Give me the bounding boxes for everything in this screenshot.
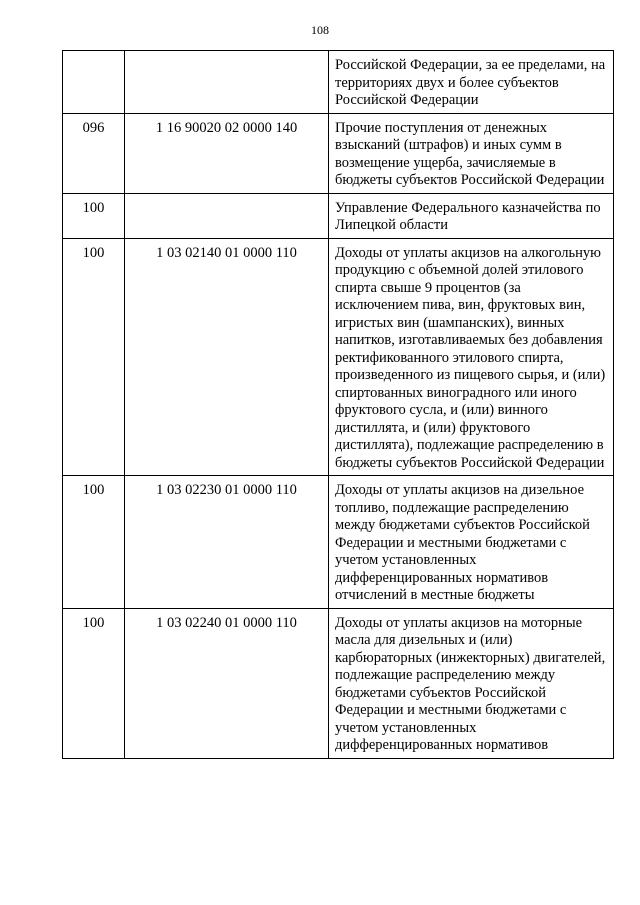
revenue-name-cell: Прочие поступления от денежных взысканий (штрафов) и иных сумм в возмещение ущерба, зачисляемые в бюджеты субъектов Российской Федерации	[329, 113, 614, 193]
admin-code-cell: 100	[63, 193, 125, 238]
kbk-code-cell	[125, 193, 329, 238]
kbk-code-cell: 1 03 02140 01 0000 110	[125, 238, 329, 476]
kbk-code-cell: 1 03 02240 01 0000 110	[125, 608, 329, 758]
table-row	[63, 238, 614, 476]
admin-code-cell: 100	[63, 476, 125, 609]
kbk-code-cell: 1 16 90020 02 0000 140	[125, 113, 329, 193]
table-row	[63, 113, 614, 193]
table-row	[63, 476, 614, 609]
admin-code-cell: 100	[63, 238, 125, 476]
admin-code-cell	[63, 51, 125, 114]
page-number: 108	[311, 23, 329, 37]
table-row	[63, 51, 614, 114]
budget-classification-table	[62, 50, 614, 759]
kbk-code-cell	[125, 51, 329, 114]
revenue-name-cell: Доходы от уплаты акцизов на алкогольную продукцию с объемной долей этилового спирта свыше 9 процентов (за исключением пива, вин, фруктовых вин, игристых вин (шампанских), винных напитков, изготавливаемых без добавления ректификованного этилового спирта, произведенного из пищевого сырья, и (или) спиртованных виноградного или иного фруктового сусла, и (или) винного дистиллята, и (или) фруктового дистиллята), подлежащие распределению в бюджеты субъектов Российской Федерации	[329, 238, 614, 476]
revenue-name-cell: Доходы от уплаты акцизов на моторные масла для дизельных и (или) карбюраторных (инжекторных) двигателей, подлежащие распределению между бюджетами субъектов Российской Федерации и местными бюджетами с учетом установленных дифференцированных нормативов	[329, 608, 614, 758]
table-row	[63, 608, 614, 758]
revenue-name-cell: Управление Федерального казначейства по Липецкой области	[329, 193, 614, 238]
table-row	[63, 193, 614, 238]
revenue-name-cell: Российской Федерации, за ее пределами, на территориях двух и более субъектов Российской Федерации	[329, 51, 614, 114]
kbk-code-cell: 1 03 02230 01 0000 110	[125, 476, 329, 609]
admin-code-cell: 100	[63, 608, 125, 758]
revenue-name-cell: Доходы от уплаты акцизов на дизельное топливо, подлежащие распределению между бюджетами субъектов Российской Федерации и местными бюджетами с учетом установленных дифференцированных нормативов отчислений в местные бюджеты	[329, 476, 614, 609]
admin-code-cell: 096	[63, 113, 125, 193]
